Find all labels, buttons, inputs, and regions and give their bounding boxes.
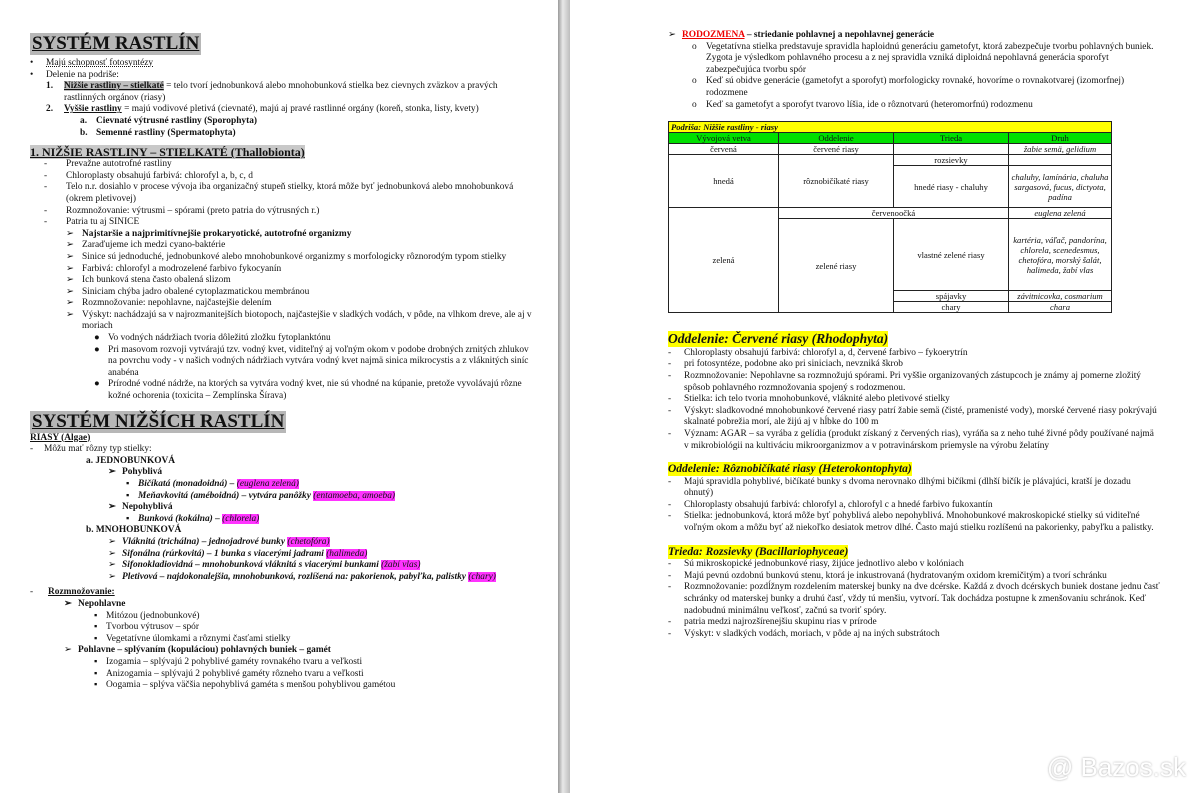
rodozmena-item: o Keď sú obidve generácie (gametofyt a sporofyt) morfologicky rovnaké, hovoríme o rovnakotvarej (izomorfnej) rodozmene [692, 76, 1125, 98]
subtype-heading: ➢ Pohlavne – splývaním (kopuláciou) pohlavných buniek – gamét [64, 645, 331, 656]
stielka-type: ▪ Meňavkovitá (améboidná) – vytvára panôžky (entamoeba, amoeba) [126, 490, 395, 501]
subtype-heading: ➢ Nepohlavne [64, 598, 126, 609]
table-cell: euglena zelená [1009, 208, 1112, 219]
table-header: Trieda [894, 133, 1009, 144]
list-item: - Majú pevnú ozdobnú bunkovú stenu, ktorá je inkustrovaná (hydratovaným oxidom kremičitým) a tvorí schránku [668, 570, 1107, 581]
table-cell [1009, 155, 1112, 166]
table-cell: červenoočká [779, 208, 1009, 219]
rodozmena-item: o Vegetatívna stielka predstavuje spravidla haploidnú generáciu gametofyt, ktorá zabezpečuje tvorbu pohlavných buniek. Zygota je výsledkom pohlavného procesu a z nej spravidla vzniká diploidná nepohlavná generácia sporofyt zabezpečujúca tvorbu spór [692, 41, 1154, 75]
list-item: - Majú spravidla pohyblivé, bičíkaté bunky s dvoma nerovnako dlhými bičíkmi (dlhší bičík je plávajúci, kratší je dozadu ohnutý) [668, 476, 1131, 499]
list-item: - Rozmnožovanie: výtrusmi – spórami (preto patria do výtrusných r.) [44, 205, 320, 216]
right-page [570, 0, 1200, 793]
list-item: - Patria tu aj SINICE [44, 217, 140, 228]
list-item: - Chloroplasty obsahujú farbivá: chlorofyl a, d, červené farbivo – fykoerytrín [668, 347, 968, 358]
bullet-item: • Majú schopnosť fotosyntézy [30, 58, 154, 68]
page-title: SYSTÉM RASTLÍN [32, 33, 200, 54]
list-item: - Telo n.r. dosiahlo v procese vývoja iba organizačný stupeň stielky, ktorá môže byť jednobunková alebo mnohobunková (okrem pletivovej) [44, 182, 514, 204]
watermark-logo: @ Bazos.sk [1046, 752, 1186, 782]
sinice-item: ➢ Rozmnožovanie: nepohlavne, najčastejšie delením [66, 298, 272, 309]
table-cell: závitnicovka, cosmarium [1009, 291, 1112, 302]
list-item: - Chloroplasty obsahujú farbivá: chlorofyl a, b, c, d [44, 170, 253, 181]
list-item: - pri fotosyntéze, podobne ako pri siniciach, nevzniká škrob [668, 359, 903, 370]
table-cell: kartéria, váľač, pandorína, chlorela, scenedesmus, chetofóra, morský šalát, halimeda, žabí vlas [1009, 219, 1112, 291]
stielka-type: ➢ Pletivová – najdokonalejšia, mnohobunková, rozlíšená na: pakorienok, pabyľka, palistky (chary) [108, 571, 496, 582]
table-cell: hnedé riasy - chaluhy [894, 166, 1009, 208]
sinice-item: ➢ Zaraďujeme ich medzi cyano-baktérie [66, 240, 226, 251]
sinice-subitem: ● Prírodné vodné nádrže, na ktorých sa vytvára vodný kvet, nie sú vhodné na kúpanie, pretože vyvolávajú rôzne kožné ochorenia (toxicita – Zemplínska Šírava) [94, 379, 522, 402]
table-cell: červená [669, 144, 779, 155]
bullet-item: • Delenie na podriše: [30, 69, 119, 80]
list-item: - Rozmnožovanie: [30, 587, 115, 598]
left-page [0, 0, 558, 793]
sinice-item: ➢ Farbivá: chlorofyl a modrozelené farbivo fykocyanín [66, 263, 282, 274]
list-item: - Rozmnožovanie: Nepohlavne sa rozmnožujú spórami. Pri vyššie organizovaných zástupcoch je známy aj pomerne zložitý spôsob pohlavného rozmnožovania spojený s rodozmenou. [668, 370, 1141, 393]
list-item: - Prevažne autotrofné rastliny [44, 159, 172, 170]
list-item: - Stielka: ich telo tvoria mnohobunkové, vláknité alebo pletivové stielky [668, 394, 950, 405]
stielka-type: ▪ Bičíkatá (monadoidná) – (euglena zelená) [126, 479, 299, 489]
table-cell: chaluhy, lamínária, chaluha sargasová, fucus, dictyota, padína [1009, 166, 1112, 208]
table-cell: chary [894, 302, 1009, 313]
page-gutter [558, 0, 570, 793]
list-item: - Stielka: jednobunková, ktorá môže byť pohyblivá alebo nepohyblivá. Mnohobunkové makroskopické stielky sú viditeľné voľným okom a môžu byť až niekoľko desiatok metrov dlhé. Často majú stielku rozlíšenú na pakorienky, pabyľku a palistky. [668, 511, 1154, 534]
table-header: Oddelenie [779, 133, 894, 144]
table-cell: chara [1009, 302, 1112, 313]
table-cell: zelená [669, 208, 779, 313]
table-cell: spájavky [894, 291, 1009, 302]
rozm-item: ▪ Anizogamia – splývajú 2 pohyblivé gaméty rôzneho tvaru a veľkosti [94, 668, 364, 679]
rozm-item: ▪ Izogamia – splývajú 2 pohyblivé gaméty rovnakého tvaru a veľkosti [94, 656, 363, 667]
podrisa-item: 1. Nižšie rastliny – stielkaté = telo tvorí jednobunková alebo mnohobunková stielka bez cievnych zväzkov a pravých rastlinných orgánov (riasy) [46, 81, 498, 103]
typ-heading: b. MNOHOBUNKOVÁ [86, 525, 182, 536]
list-item: - Výskyt: v sladkých vodách, moriach, v pôde aj na iných substrátoch [668, 628, 940, 639]
list-item: - patria medzi najrozšírenejšiu skupinu rias v prírode [668, 617, 877, 628]
table-cell: hnedá [669, 155, 779, 208]
typ-heading: a. JEDNOBUNKOVÁ [86, 455, 176, 466]
table-cell: červené riasy [779, 144, 894, 155]
list-item: - Význam: AGAR – sa vyrába z gelídia (produkt získaný z červených rias), vyráňa sa z neho tuhé živné pôdy používané najmä v mikrobiológii na kultiváciu mikroorganizmov a v potravinárskom priemysle na výrobu želatíny [668, 428, 1154, 451]
list-item: - Môžu mať rôzny typ stielky: [30, 444, 152, 455]
rodozmena-heading: ➢ RODOZMENA – striedanie pohlavnej a nepohlavnej generácie [668, 30, 935, 40]
section-title: SYSTÉM NIŽŠÍCH RASTLÍN [32, 410, 285, 432]
table-header: Druh [1009, 133, 1112, 144]
subtype-heading: ➢ Pohyblivá [108, 467, 163, 478]
list-item: - Rozmnožovanie: pozdĺžnym rozdelením materskej bunky na dve dcérske. Každá z dvoch dcérskych buniek dostane jednu časť schránky od materskej bunky a druhú časť, vždy tú menšiu, vytvorí. Tak dochádza postupne k zmenšovaniu schránok. Keď nadobudnú minimálnu veľkosť, začnú sa tvoriť spóry. [668, 582, 1160, 616]
table-cell: zelené riasy [779, 219, 894, 313]
podrisa-subitem: a. Cievnaté výtrusné rastliny (Sporophyta) [80, 115, 258, 126]
section-heading: Oddelenie: Rôznobičíkaté riasy (Heterokontophyta) [668, 463, 912, 476]
podrisa-item: 2. Vyššie rastliny = majú vodivové pletivá (cievnaté), majú aj pravé rastlinné orgány (koreň, stonka, listy, kvety) [46, 104, 479, 115]
section-heading: Oddelenie: Červené riasy (Rhodophyta) [668, 331, 889, 347]
list-item: - Chloroplasty obsahujú farbivá: chlorofyl a, chlorofyl c a hnedé farbivo fukoxantín [668, 499, 993, 510]
list-item: - Výskyt: sladkovodné mnohobunkové červené riasy patrí žabie semä (čisté, pramenisté vody), morské červené riasy pokrývajú skalnaté pobrežia morí, ale žijú aj v hĺbke do 100 m [668, 405, 1157, 428]
sinice-item: ➢ Najstaršie a najprimitívnejšie prokaryotické, autotrofné organizmy [66, 228, 352, 239]
subtype-heading: ➢ Nepohyblivá [108, 502, 173, 513]
table-cell [894, 144, 1009, 155]
stielka-type: ➢ Sifonokladiovidná – mnohobunková vláknitá s viacerými bunkami (žabí vlas) [108, 560, 421, 571]
sinice-item: ➢ Siniciam chýba jadro obalené cytoplazmatickou membránou [66, 286, 310, 297]
table-cell: žabie semä, gelidium [1009, 144, 1112, 155]
table-caption: Podriša: Nižšie rastliny - riasy [669, 122, 1112, 133]
rozm-item: ▪ Tvorbou výtrusov – spór [94, 622, 199, 633]
section-heading: 1. NIŽŠIE RASTLINY – STIELKATÉ (Thallobionta) [30, 145, 305, 160]
sinice-item: ➢ Sinice sú jednoduché, jednobunkové alebo mnohobunkové organizmy s morfologicky rôznorodým typom stielky [66, 251, 507, 262]
podrisa-subitem: b. Semenné rastliny (Spermatophyta) [80, 127, 236, 138]
classification-table [668, 121, 1112, 313]
section-heading: Trieda: Rozsievky (Bacillariophyceae) [668, 545, 849, 558]
rozm-item: ▪ Mitózou (jednobunkové) [94, 610, 200, 621]
sinice-subitem: ● Vo vodných nádržiach tvoria dôležitú zložku fytoplanktónu [94, 333, 331, 344]
table-cell: vlastné zelené riasy [894, 219, 1009, 291]
table-cell: rôznobičíkaté riasy [779, 155, 894, 208]
rozm-item: ▪ Vegetatívne úlomkami a rôznymi časťami stielky [94, 633, 291, 644]
sinice-subitem: ● Pri masovom rozvoji vytvárajú tzv. vodný kvet, viditeľný aj voľným okom v podobe drobných zrnitých zhlukov na povrchu vody - v našich vodných nádržiach vytvára vodný kvet najmä sinica mikrocystis a z vláknitých siníc anabéna [94, 344, 529, 378]
list-item: - Sú mikroskopické jednobunkové riasy, žijúce jednotlivo alebo v kolóniach [668, 559, 964, 570]
sinice-item: ➢ Výskyt: nachádzajú sa v najrozmanitejších biotopoch, najčastejšie v sladkých vodách, v pôde, na vlhkom dreve, ale aj v moriach [66, 309, 532, 332]
sinice-item: ➢ Ich bunková stena často obalená slizom [66, 275, 231, 286]
table-header: Vývojová vetva [669, 133, 779, 144]
stielka-type: ▪ Bunková (kokálna) – (chlorela) [126, 513, 260, 524]
riasy-heading: RIASY (Algae) [30, 432, 91, 443]
stielka-type: ➢ Vláknitá (trichálna) – jednojadrové bunky (chetofóra) [108, 536, 330, 547]
rozm-item: ▪ Oogamia – splýva väčšia nepohyblivá gaméta s menšou pohyblivou gamétou [94, 680, 396, 691]
table-cell: rozsievky [894, 155, 1009, 166]
stielka-type: ➢ Sifonálna (rúrkovitá) – 1 bunka s viacerými jadrami (halimeda) [108, 548, 368, 559]
rodozmena-item: o Keď sa gametofyt a sporofyt tvarovo líšia, ide o rôznotvarú (heteromorfnú) rodozmenu [692, 99, 1033, 110]
